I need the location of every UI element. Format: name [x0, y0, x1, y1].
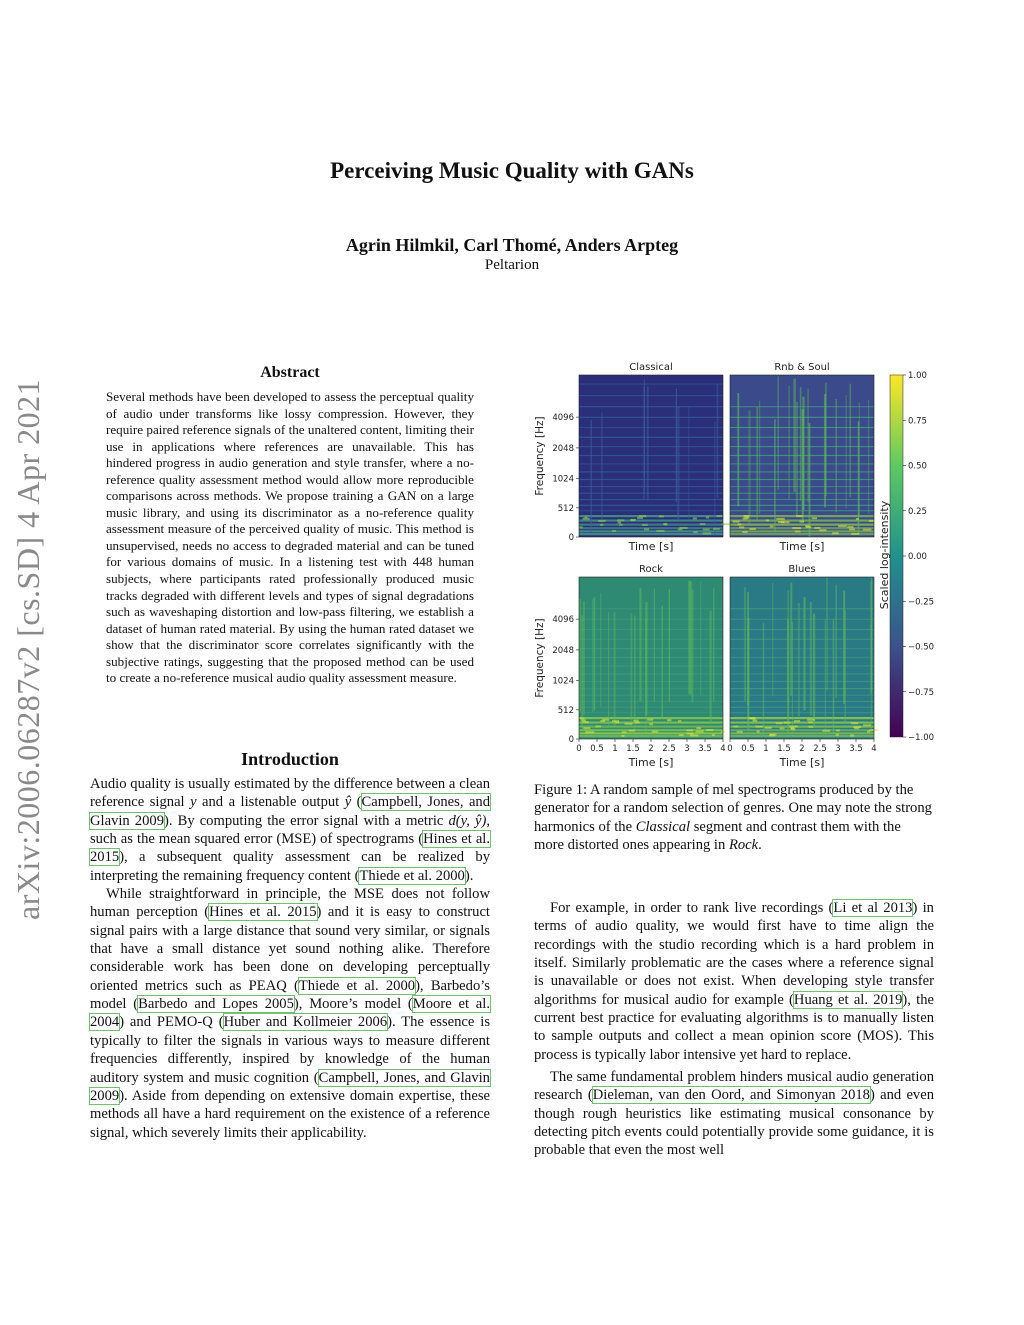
low-freq-energy — [579, 526, 583, 528]
transient-streak — [654, 589, 655, 702]
transient-streak — [600, 593, 601, 706]
low-freq-energy — [687, 729, 694, 731]
harmonic-band — [730, 530, 874, 532]
citation-link[interactable]: Thiede et al. 2000 — [298, 977, 416, 994]
low-freq-energy — [703, 528, 710, 530]
transient-streak — [583, 601, 585, 714]
transient-streak — [759, 401, 760, 514]
low-freq-energy — [822, 730, 830, 732]
transient-streak — [709, 611, 711, 724]
low-freq-energy — [738, 523, 742, 525]
harmonic-band — [730, 619, 874, 620]
low-freq-energy — [838, 525, 846, 527]
low-freq-energy — [633, 720, 638, 722]
transient-streak — [807, 389, 809, 502]
low-freq-energy — [629, 730, 635, 732]
transient-streak — [714, 422, 715, 535]
low-freq-energy — [581, 719, 586, 721]
x-tick-label: 4 — [720, 744, 726, 754]
y-tick-label: 0 — [568, 735, 574, 745]
colorbar-label: Scaled log-intensity — [878, 500, 891, 610]
transient-streak — [850, 384, 852, 497]
transient-streak — [661, 606, 663, 719]
low-freq-energy — [851, 722, 858, 724]
y-tick-label: 512 — [557, 503, 574, 514]
harmonic-band — [730, 406, 874, 407]
low-freq-energy — [635, 721, 640, 723]
low-freq-energy — [686, 733, 693, 735]
low-freq-energy — [850, 735, 854, 737]
low-freq-energy — [836, 729, 840, 731]
transient-streak — [787, 590, 789, 703]
x-tick-label: 2 — [799, 744, 805, 754]
low-freq-energy — [849, 528, 855, 530]
low-freq-energy — [580, 717, 584, 719]
harmonic-band — [579, 479, 723, 480]
harmonic-band — [579, 735, 723, 737]
low-freq-energy — [751, 717, 755, 719]
low-freq-energy — [712, 734, 715, 736]
low-freq-energy — [814, 527, 820, 529]
low-freq-energy — [706, 729, 713, 731]
low-freq-energy — [600, 524, 603, 526]
intro-paragraph-2: While straightforward in principle, the MSE does not follow human perception (Hines et al. 2015) and it is easy to construct signal pairs with a large distance that sound very similar, or signals that have a small distance yet sound nothing alike. Therefore considerable work has been done on developing perceptually oriented metrics such as PEAQ (Thiede et al. 2000), Barbedo’s model (Barbedo and Lopes 2005), Moore’s model (Moore et al. 2004) and PEMO-Q (Huber and Kollmeier 2006). The essence is typically to filter the signals in various ways to measure different frequencies differently, inspired by knowledge of the human auditory system and music cognition (Campbell, Jones, and Glavin 2009). Aside from depending on extensive domain expertise, these methods all have a hard requirement on the existence of a reference signal, which severely limits their applicability. — [90, 886, 491, 1141]
low-freq-energy — [602, 719, 609, 721]
low-freq-energy — [647, 719, 653, 721]
harmonic-band — [730, 688, 874, 689]
transient-streak — [802, 397, 804, 510]
low-freq-energy — [678, 720, 681, 722]
low-freq-energy — [744, 517, 749, 519]
citation-link[interactable]: Campbell, Jones, and Glavin 2009 — [90, 1069, 490, 1104]
low-freq-energy — [690, 734, 698, 736]
transient-streak — [581, 615, 583, 728]
low-freq-energy — [769, 734, 775, 736]
low-freq-energy — [706, 516, 709, 518]
y-tick-label: 2048 — [552, 443, 574, 454]
harmonic-band — [579, 712, 723, 713]
transient-streak — [592, 599, 594, 712]
low-freq-energy — [781, 521, 790, 523]
transient-streak — [803, 597, 805, 710]
harmonic-band — [579, 527, 723, 529]
low-freq-energy — [733, 521, 740, 523]
harmonic-band — [730, 729, 874, 731]
harmonic-band — [579, 493, 723, 494]
colorbar-tick-label: 0.00 — [908, 552, 927, 562]
spectrogram-figure — [534, 355, 944, 775]
harmonic-band — [579, 417, 723, 418]
harmonic-band — [730, 608, 874, 609]
transient-streak — [810, 602, 812, 715]
transient-streak — [868, 400, 869, 513]
low-freq-energy — [624, 723, 632, 725]
right-paragraph-2: The same fundamental problem hinders musical audio generation research (Dieleman, van den Oord, and Simonyan 2018) and even though rough heuristics like estimating musical consonance by detecting pitch events could potentially provide some guidance, it is probable that even the most well — [534, 1069, 935, 1159]
harmonic-band — [730, 524, 874, 526]
low-freq-energy — [696, 731, 704, 733]
harmonic-band — [579, 395, 723, 396]
colorbar-tick-label: 0.25 — [908, 506, 927, 517]
transient-streak — [594, 597, 595, 710]
colorbar-tick-label: 0.50 — [908, 461, 927, 472]
citation-link[interactable]: Moore et al. 2004 — [90, 996, 490, 1031]
transient-streak — [763, 623, 765, 736]
harmonic-band — [730, 639, 874, 640]
low-freq-energy — [596, 725, 602, 727]
low-freq-energy — [863, 529, 872, 531]
low-freq-energy — [630, 519, 635, 521]
harmonic-band — [579, 533, 723, 535]
low-freq-energy — [770, 526, 774, 528]
transient-streak — [774, 419, 776, 532]
introduction-body — [90, 775, 490, 1142]
low-freq-energy — [644, 528, 649, 530]
x-tick-label: 0 — [576, 744, 582, 754]
transient-streak — [630, 613, 632, 726]
citation-link[interactable]: Huber and Kollmeier 2006 — [223, 1014, 388, 1031]
transient-streak — [579, 599, 581, 712]
low-freq-energy — [808, 726, 813, 728]
x-tick-label: 1.5 — [777, 744, 791, 754]
transient-streak — [870, 581, 872, 694]
x-axis-label: Time [s] — [779, 540, 825, 553]
low-freq-energy — [863, 724, 871, 726]
transient-streak — [756, 407, 757, 520]
low-freq-energy — [598, 520, 606, 522]
transient-streak — [688, 407, 689, 520]
harmonic-band — [579, 463, 723, 464]
citation-link[interactable]: Campbell, Jones, and Glavin 2009 — [90, 794, 491, 829]
low-freq-energy — [737, 731, 743, 733]
transient-streak — [778, 376, 779, 489]
citation-link[interactable]: Thiede et al. 2000 — [359, 867, 465, 884]
low-freq-energy — [805, 525, 809, 527]
low-freq-energy — [622, 731, 627, 733]
abstract-text: Several methods have been developed to assess the perceptual quality of audio under transforms like lossy compression. However, they require paired reference signals of the unaltered content, limiting their use in applications where references are unavailable. This has hindered progress in audio generation and style transfer, where a no-reference quality assessment method would allow more reproducible comparisons across methods. We propose training a GAN on a large music library, and using its discriminator as a no-reference quality assessment measure of the perceived quality of music. This method is unsupervised, needs no access to degraded material and can be tuned for various domains of music. In a listening test with 448 human subjects, where participants rated professionally produced music tracks degraded with different levels and types of signal degradations such as waveshaping distortion and low-pass filtering, we establish a dataset of human rated material. By using the human rated dataset we show that the discriminator score correlates significantly with the subjective ratings, suggesting that the proposed method can be used to create a no-reference musical audio quality assessment measure. — [106, 389, 474, 686]
transient-streak — [644, 379, 645, 492]
panel-title: Rock — [639, 564, 663, 575]
low-freq-energy — [836, 734, 839, 736]
low-freq-energy — [615, 721, 619, 723]
transient-streak — [647, 386, 649, 499]
low-freq-energy — [618, 521, 621, 523]
harmonic-band — [579, 486, 723, 487]
x-tick-label: 3.5 — [698, 744, 712, 754]
panel-title: Blues — [788, 564, 816, 575]
harmonic-band — [579, 530, 723, 532]
x-tick-label: 4 — [871, 744, 877, 754]
low-freq-energy — [649, 723, 653, 725]
paper-affiliation: Peltarion — [484, 257, 540, 273]
arxiv-sidebar-stamp: arXiv:2006.06287v2 [cs.SD] 4 Apr 2021 — [10, 378, 46, 920]
transient-streak — [793, 379, 795, 492]
low-freq-energy — [639, 515, 647, 517]
low-freq-energy — [693, 531, 698, 533]
panel-title: Rnb & Soul — [774, 362, 830, 373]
harmonic-band — [730, 648, 874, 649]
introduction-heading: Introduction — [241, 749, 339, 769]
transient-streak — [833, 619, 835, 732]
low-freq-energy — [766, 519, 769, 521]
x-tick-label: 1.5 — [626, 744, 640, 754]
low-freq-energy — [742, 531, 747, 533]
low-freq-energy — [794, 720, 800, 722]
right-column-body — [534, 899, 934, 1160]
transient-streak — [858, 421, 860, 534]
harmonic-band — [579, 707, 723, 708]
x-axis-label: Time [s] — [628, 540, 674, 553]
harmonic-band — [730, 629, 874, 630]
low-freq-energy — [808, 721, 812, 723]
harmonic-band — [730, 712, 874, 713]
low-freq-energy — [703, 532, 712, 534]
harmonic-band — [730, 701, 874, 702]
low-freq-energy — [656, 530, 664, 532]
harmonic-band — [730, 681, 874, 682]
transient-streak — [846, 395, 847, 508]
harmonic-band — [730, 695, 874, 696]
citation-link[interactable]: Hines et al. 2015 — [209, 904, 317, 921]
low-freq-energy — [739, 526, 744, 528]
transient-streak — [845, 611, 846, 724]
low-freq-energy — [652, 731, 658, 733]
low-freq-energy — [734, 725, 739, 727]
transient-streak — [813, 614, 815, 727]
low-freq-energy — [869, 520, 874, 522]
harmonic-band — [730, 732, 874, 734]
transient-streak — [645, 619, 646, 732]
paper-authors: Agrin Hilmkil, Carl Thomé, Anders Arpteg — [345, 235, 679, 255]
low-freq-energy — [869, 729, 878, 731]
harmonic-band — [730, 673, 874, 674]
transient-streak — [800, 387, 802, 500]
harmonic-band — [579, 505, 723, 506]
transient-streak — [836, 585, 837, 698]
transient-streak — [669, 589, 670, 702]
colorbar-tick-label: −0.50 — [908, 642, 935, 653]
transient-streak — [788, 386, 790, 499]
x-tick-label: 2.5 — [662, 744, 676, 754]
low-freq-energy — [621, 735, 624, 737]
transient-streak — [737, 393, 739, 506]
low-freq-energy — [749, 528, 756, 530]
transient-streak — [798, 603, 800, 716]
harmonic-band — [579, 437, 723, 438]
low-freq-energy — [789, 725, 798, 727]
low-freq-energy — [642, 524, 648, 526]
transient-streak — [825, 619, 826, 732]
harmonic-band — [579, 732, 723, 734]
transient-streak — [748, 410, 750, 523]
x-tick-label: 1 — [763, 744, 769, 754]
x-tick-label: 2.5 — [813, 744, 827, 754]
low-freq-energy — [755, 726, 762, 728]
abstract-heading: Abstract — [260, 364, 320, 381]
low-freq-energy — [800, 521, 804, 523]
y-tick-label: 512 — [557, 705, 574, 716]
harmonic-band — [579, 383, 723, 384]
y-tick-label: 2048 — [552, 645, 574, 656]
transient-streak — [796, 402, 798, 515]
harmonic-band — [730, 707, 874, 708]
harmonic-band — [579, 499, 723, 500]
low-freq-energy — [713, 528, 720, 530]
low-freq-energy — [717, 515, 722, 517]
low-freq-energy — [617, 519, 624, 521]
low-freq-energy — [585, 731, 594, 733]
x-tick-label: 2 — [648, 744, 654, 754]
transient-streak — [700, 582, 701, 695]
low-freq-energy — [752, 720, 757, 722]
low-freq-energy — [659, 515, 664, 517]
low-freq-energy — [851, 533, 859, 535]
harmonic-band — [579, 471, 723, 472]
transient-streak — [692, 589, 694, 702]
harmonic-band — [579, 427, 723, 428]
citation-link[interactable]: Dieleman, van den Oord, and Simonyan 2018 — [592, 1087, 870, 1104]
low-freq-energy — [637, 517, 643, 519]
harmonic-band — [579, 510, 723, 511]
transient-streak — [792, 622, 793, 735]
y-tick-label: 4096 — [552, 413, 574, 424]
transient-streak — [601, 413, 603, 526]
colorbar-tick-label: −1.00 — [908, 733, 935, 743]
harmonic-band — [579, 446, 723, 447]
x-tick-label: 0.5 — [741, 744, 755, 754]
transient-streak — [676, 389, 677, 502]
transient-streak — [677, 406, 679, 519]
low-freq-energy — [791, 728, 796, 730]
low-freq-energy — [847, 526, 853, 528]
y-axis-label: Frequency [Hz] — [534, 416, 546, 496]
low-freq-energy — [765, 727, 772, 729]
low-freq-energy — [757, 731, 760, 733]
x-tick-label: 3 — [684, 744, 690, 754]
intro-paragraph-1: Audio quality is usually estimated by the difference between a clean reference signal y and a listenable output ŷ (Campbell, Jones, and Glavin 2009). By computing the error signal with a metric d(y, ŷ), such as the mean squared error (MSE) of spectrograms (Hines et al. 2015), a subsequent quality assessment can be realized by interpreting the remaining frequency content (Thiede et al. 2000). — [90, 776, 491, 884]
citation-link[interactable]: Hines et al. 2015 — [90, 831, 490, 866]
transient-streak — [608, 612, 609, 725]
y-tick-label: 4096 — [552, 615, 574, 626]
transient-streak — [590, 420, 591, 533]
colorbar-tick-label: 0.75 — [908, 416, 927, 427]
low-freq-energy — [776, 722, 783, 724]
figure-1-spectrograms — [534, 355, 944, 775]
low-freq-energy — [819, 529, 826, 531]
x-tick-label: 3.5 — [849, 744, 863, 754]
colorbar-tick-label: −0.75 — [908, 687, 935, 698]
x-tick-label: 1 — [612, 744, 618, 754]
x-axis-label: Time [s] — [628, 756, 674, 769]
colorbar — [890, 375, 903, 737]
citation-link[interactable]: Barbedo and Lopes 2005 — [138, 996, 294, 1013]
citation-link[interactable]: Li et al 2013 — [833, 900, 913, 916]
low-freq-energy — [612, 530, 616, 532]
transient-streak — [747, 592, 749, 705]
low-freq-energy — [696, 727, 701, 729]
transient-streak — [826, 577, 827, 690]
x-tick-label: 0 — [727, 744, 733, 754]
y-tick-label: 1024 — [552, 474, 574, 485]
paper-title: Perceiving Music Quality with GANs — [330, 158, 694, 183]
y-axis-label: Frequency [Hz] — [534, 618, 546, 698]
low-freq-energy — [667, 719, 672, 721]
panel-title: Classical — [629, 362, 673, 373]
harmonic-band — [730, 665, 874, 666]
x-tick-label: 3 — [835, 744, 841, 754]
transient-streak — [713, 588, 714, 701]
transient-streak — [689, 581, 691, 694]
transient-streak — [835, 399, 836, 512]
colorbar-tick-label: −0.25 — [908, 597, 935, 608]
harmonic-band — [579, 406, 723, 407]
low-freq-energy — [853, 726, 861, 728]
colorbar-tick-label: 1.00 — [908, 371, 927, 381]
low-freq-energy — [619, 524, 622, 526]
low-freq-energy — [583, 727, 590, 729]
right-paragraph-1: For example, in order to rank live recordings (Li et al 2013) in terms of audio quality, we would first have to time align the recordings with the studio recording which is a hard problem in itself. Similarly problematic are the cases where a reference signal is unavailable or does not exist. When developing style transfer algorithms for musical audio for example (Huang et al. 2019), the current best practice for evaluating algorithms is to manually listen to sample outputs and collect a mean opinion score (MOS). This process is typically labor intensive yet hard to replace. — [534, 900, 934, 1063]
low-freq-energy — [664, 523, 668, 525]
low-freq-energy — [807, 719, 815, 721]
harmonic-band — [730, 726, 874, 728]
low-freq-energy — [776, 518, 785, 520]
transient-streak — [717, 384, 719, 497]
transient-streak — [614, 612, 616, 725]
low-freq-energy — [679, 527, 687, 529]
transient-streak — [825, 382, 827, 495]
low-freq-energy — [784, 722, 791, 724]
transient-streak — [772, 583, 773, 696]
low-freq-energy — [856, 518, 859, 520]
transient-streak — [744, 587, 746, 700]
low-freq-energy — [795, 531, 801, 533]
low-freq-energy — [700, 523, 706, 525]
low-freq-energy — [582, 721, 588, 723]
x-tick-label: 0.5 — [590, 744, 604, 754]
low-freq-energy — [867, 731, 871, 733]
y-tick-label: 0 — [568, 533, 574, 543]
citation-link[interactable]: Huang et al. 2019 — [793, 991, 903, 1008]
harmonic-band — [579, 515, 723, 517]
y-tick-label: 1024 — [552, 676, 574, 687]
x-axis-label: Time [s] — [779, 756, 825, 769]
harmonic-band — [579, 455, 723, 456]
harmonic-band — [730, 657, 874, 658]
low-freq-energy — [584, 516, 587, 518]
low-freq-energy — [832, 532, 839, 534]
low-freq-energy — [796, 515, 803, 517]
figure-1-caption: Figure 1: A random sample of mel spectrograms produced by the generator for a random selection of genres. One may note the strong harmonics of the Classical segment and contrast them with the more distorted ones appearing in Rock. — [534, 782, 932, 854]
low-freq-energy — [792, 527, 801, 529]
transient-streak — [634, 615, 635, 728]
low-freq-energy — [780, 727, 785, 729]
transient-streak — [639, 588, 641, 701]
low-freq-energy — [679, 734, 684, 736]
low-freq-energy — [812, 517, 817, 519]
low-freq-energy — [693, 517, 697, 519]
